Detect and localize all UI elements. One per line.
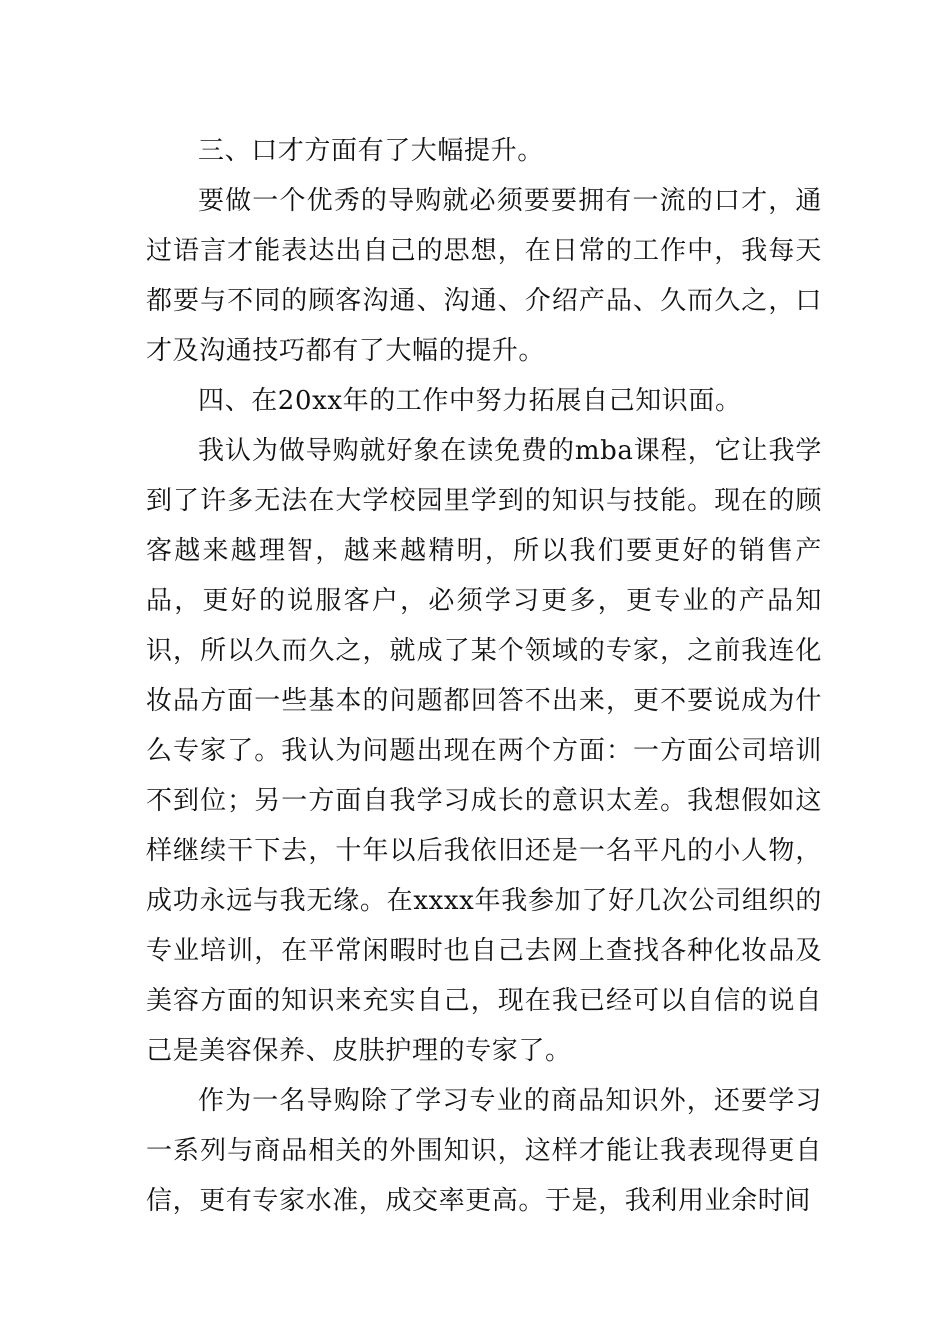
- heading-four-knowledge: 四、在20xx年的工作中努力拓展自己知识面。: [198, 386, 742, 416]
- paragraph-peripheral-knowledge: 作为一名导购除了学习专业的商品知识外，还要学习一系列与商品相关的外围知识，这样才能让我表现得更自信，更有专家水准，成交率更高。于是，我利用业余时间: [146, 1086, 822, 1216]
- heading-three-eloquence: 三、口才方面有了大幅提升。: [198, 136, 544, 166]
- paragraph-eloquence: 要做一个优秀的导购就必须要要拥有一流的口才，通过语言才能表达出自己的思想，在日常的工作中，我每天都要与不同的顾客沟通、沟通、介绍产品、久而久之，口才及沟通技巧都有了大幅的提升。: [146, 186, 822, 366]
- paragraph-knowledge: 我认为做导购就好象在读免费的mba课程，它让我学到了许多无法在大学校园里学到的知识与技能。现在的顾客越来越理智，越来越精明，所以我们要更好的销售产品，更好的说服客户，必须学习更多，更专业的产品知识，所以久而久之，就成了某个领域的专家，之前我连化妆品方面一些基本的问题都回答不出来，更不要说成为什么专家了。我认为问题出现在两个方面：一方面公司培训不到位；另一方面自我学习成长的意识太差。我想假如这样继续干下去，十年以后我依旧还是一名平凡的小人物，成功永远与我无缘。在xxxx年我参加了好几次公司组织的专业培训，在平常闲暇时也自己去网上查找各种化妆品及美容方面的知识来充实自己，现在我已经可以自信的说自己是美容保养、皮肤护理的专家了。: [146, 436, 822, 1066]
- document-body: [146, 126, 822, 1226]
